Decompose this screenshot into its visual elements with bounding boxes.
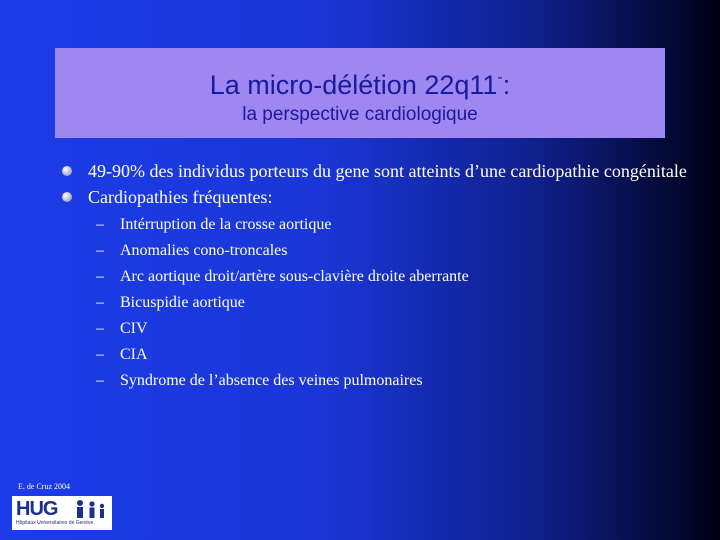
sub-bullet-text: Arc aortique droit/artère sous-clavière droite aberrante	[120, 268, 469, 285]
sub-bullet-text: CIA	[120, 346, 148, 363]
hug-figures-icon	[72, 499, 108, 519]
sub-bullet-text: CIV	[120, 320, 148, 337]
logo-caption: Hôpitaux Universitaires de Genève	[16, 520, 94, 526]
slide-subtitle: la perspective cardiologique	[242, 104, 478, 125]
dash-icon: –	[96, 320, 104, 337]
sub-bullet-item	[96, 238, 702, 264]
dash-icon: –	[96, 372, 104, 389]
sub-bullet-item	[96, 368, 702, 394]
bullet-text: Cardiopathies fréquentes:	[88, 187, 273, 207]
sub-bullet-item	[96, 264, 702, 290]
hug-logo	[12, 496, 112, 530]
bullet-text: 49-90% des individus porteurs du gene sont atteints d’une cardiopathie congénitale	[88, 161, 687, 181]
sub-bullet-item	[96, 290, 702, 316]
dash-icon: –	[96, 268, 104, 285]
slide-title-suffix: :	[502, 70, 511, 100]
dash-icon: –	[96, 346, 104, 363]
dash-icon: –	[96, 216, 104, 233]
sub-bullet-text: Anomalies cono-troncales	[120, 242, 288, 259]
title-box	[55, 48, 665, 138]
slide-title	[55, 62, 665, 101]
bullet-item	[62, 160, 702, 182]
sub-bullet-item	[96, 212, 702, 238]
slide-title-superscript: -	[497, 69, 503, 86]
content-area	[62, 160, 702, 394]
sub-bullet-list	[62, 212, 702, 394]
bullet-item	[62, 186, 702, 208]
sub-bullet-text: Syndrome de l’absence des veines pulmonaires	[120, 372, 423, 389]
sub-bullet-item	[96, 342, 702, 368]
bullet-dot-icon	[62, 166, 72, 176]
sub-bullet-text: Intérruption de la crosse aortique	[120, 216, 332, 233]
dash-icon: –	[96, 294, 104, 311]
author-credit: E. de Cruz 2004	[18, 482, 70, 491]
slide-title-text: La micro-délétion 22q11	[209, 70, 498, 100]
dash-icon: –	[96, 242, 104, 259]
sub-bullet-item	[96, 316, 702, 342]
bullet-dot-icon	[62, 192, 72, 202]
logo-text: HUG	[16, 498, 58, 520]
sub-bullet-text: Bicuspidie aortique	[120, 294, 245, 311]
